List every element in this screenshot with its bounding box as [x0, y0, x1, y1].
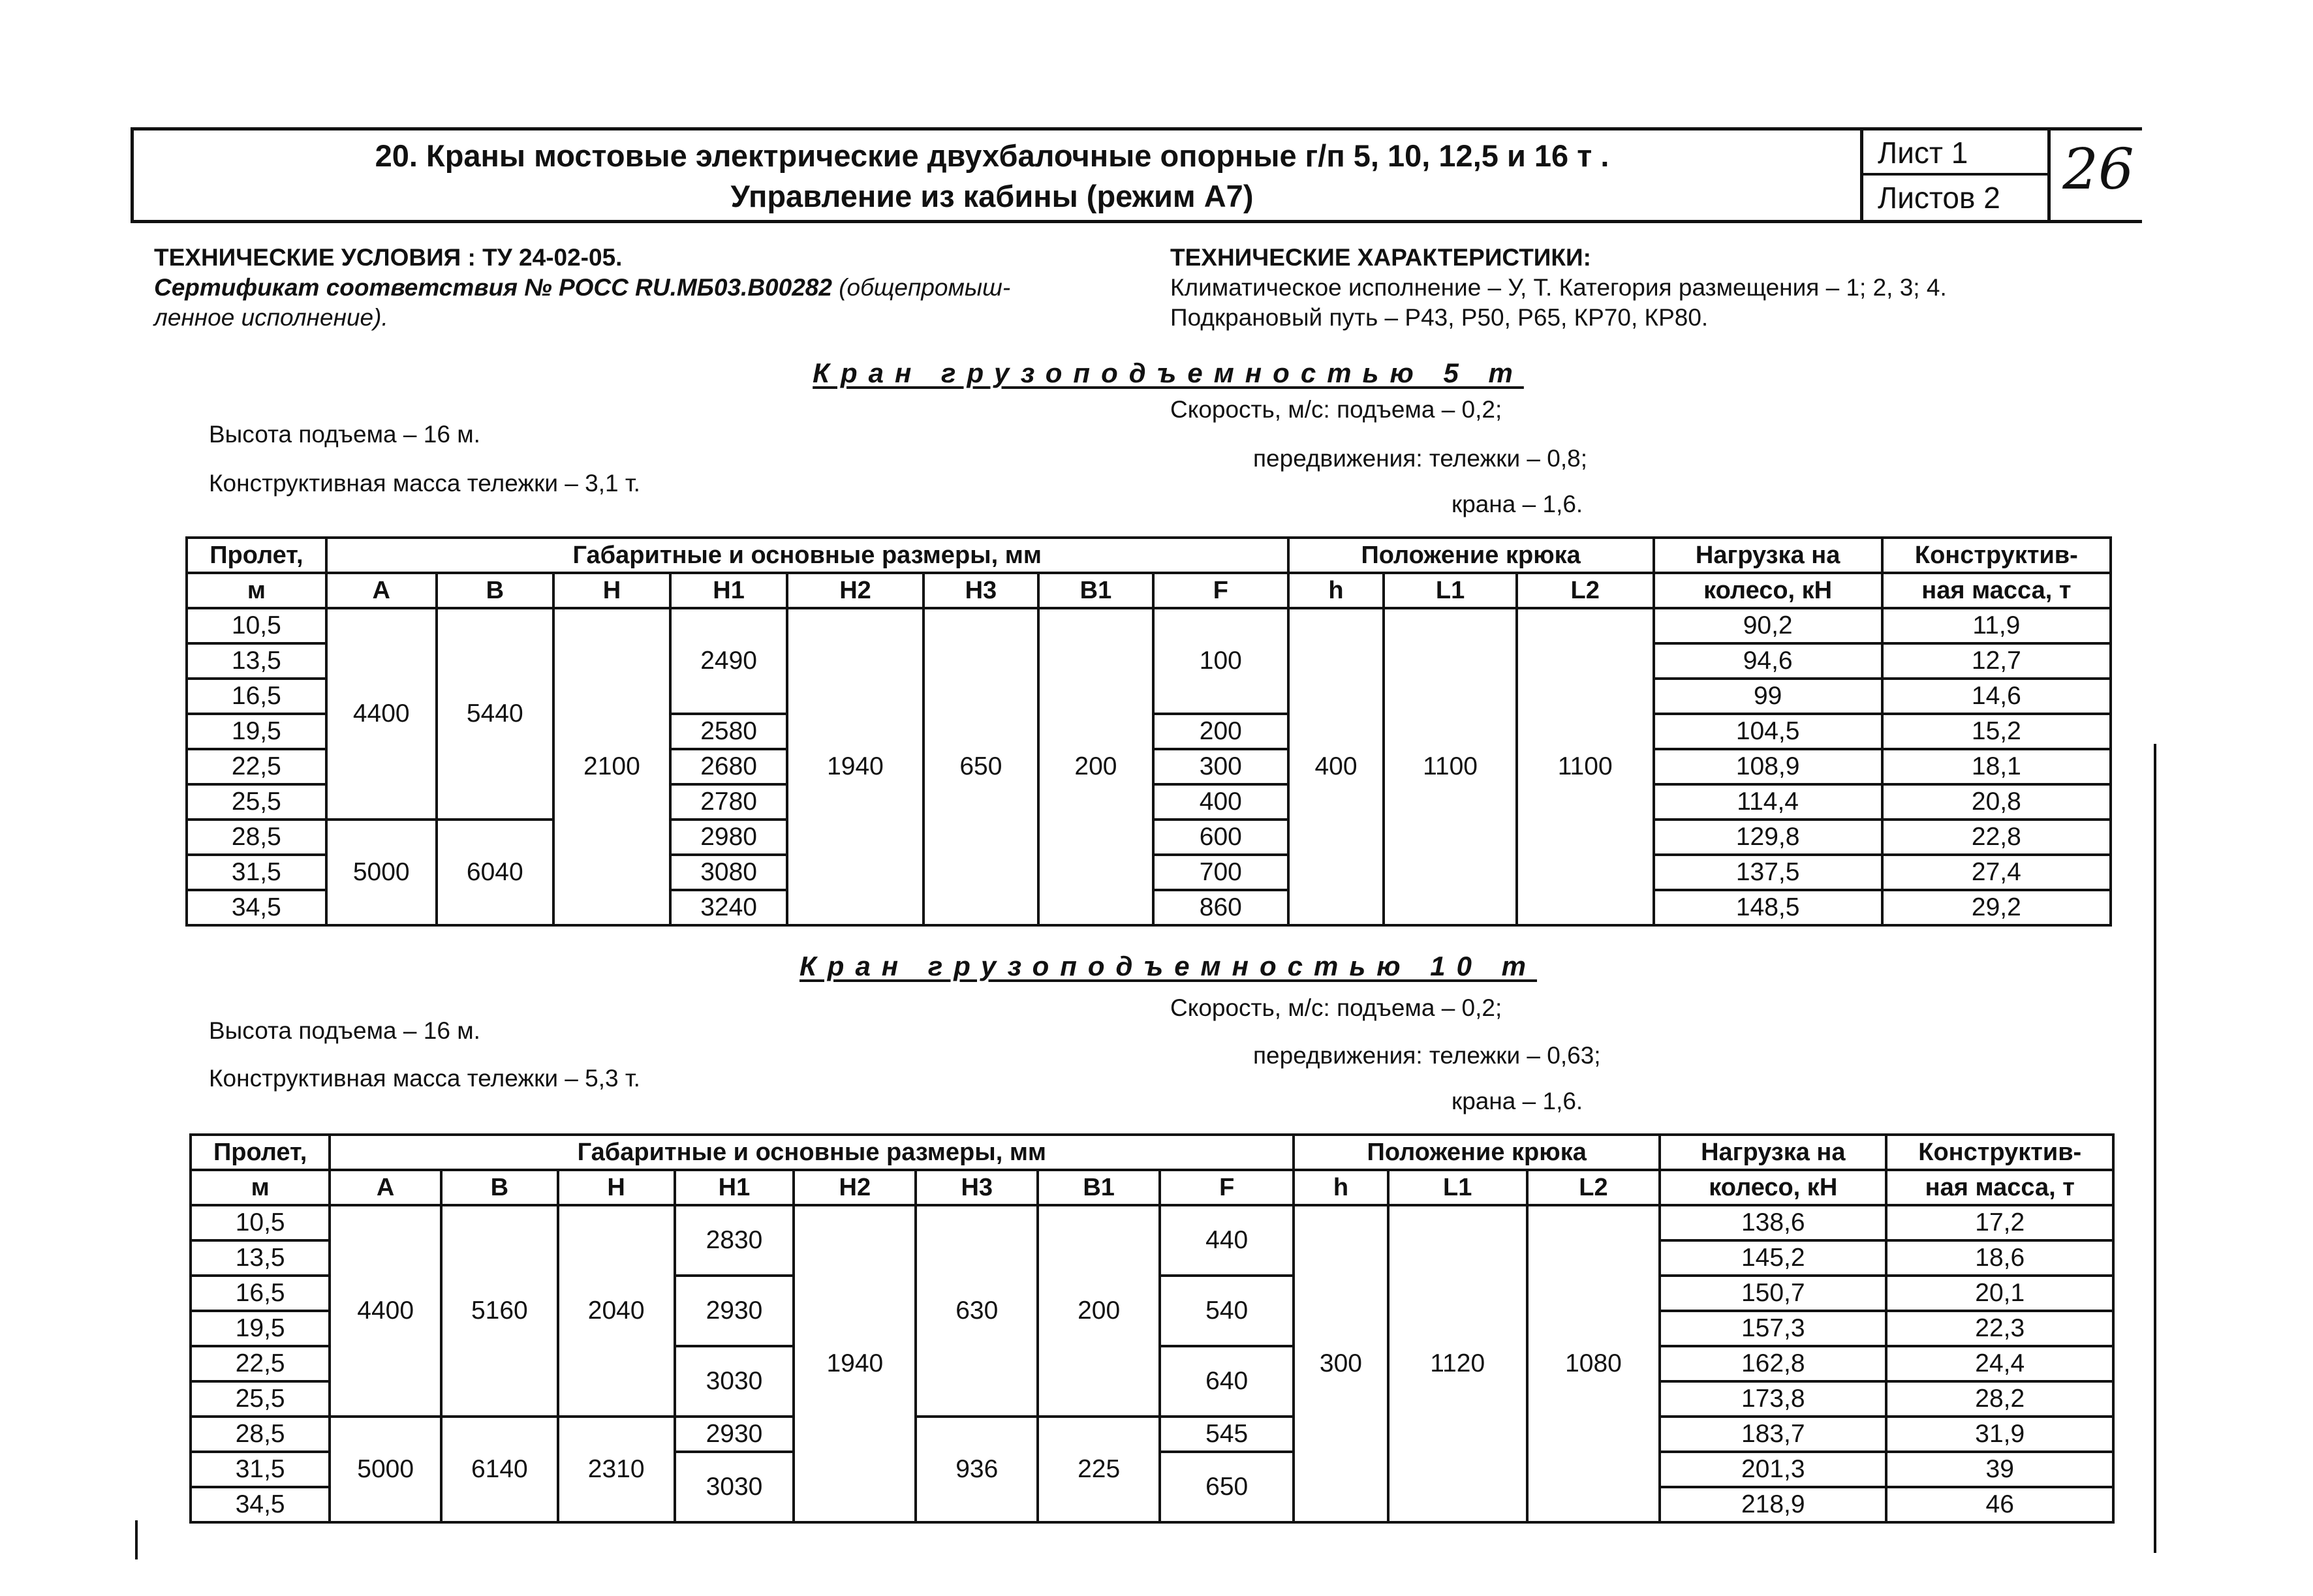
table-subheader-row	[187, 573, 2111, 608]
crane-10t-table	[189, 1133, 2115, 1524]
table-header-row	[191, 1135, 2113, 1170]
col-h3: H3	[916, 1170, 1038, 1205]
table-header-row	[187, 538, 2111, 573]
col-h2: H2	[794, 1170, 916, 1205]
crane-10t-trolley-mass: Конструктивная масса тележки – 5,3 т.	[209, 1065, 640, 1092]
span-unit: м	[187, 573, 326, 608]
hook-header: Положение крюка	[1288, 538, 1654, 573]
table-subheader-row	[191, 1170, 2113, 1205]
col-h: H	[553, 573, 670, 608]
mass-unit: ная масса, т	[1886, 1170, 2113, 1205]
load-unit: колесо, кН	[1660, 1170, 1886, 1205]
table-row: 28,5 5000 6040 2980 600 129,8 22,8	[187, 820, 2111, 855]
col-f: F	[1160, 1170, 1294, 1205]
table-row: 19,5 157,3 22,3	[191, 1311, 2113, 1346]
col-f: F	[1153, 573, 1288, 608]
crane-5t-speed-move: передвижения: тележки – 0,8;	[1253, 445, 1587, 472]
climate-line: Климатическое исполнение – У, Т. Категория размещения – 1; 2, 3; 4.	[1170, 274, 1947, 301]
col-a: A	[326, 573, 437, 608]
col-h: H	[558, 1170, 675, 1205]
mass-header: Конструктив-	[1886, 1135, 2113, 1170]
scan-line-left	[135, 1520, 138, 1559]
technical-conditions	[154, 243, 1010, 333]
table-row: 25,5 173,8 28,2	[191, 1381, 2113, 1417]
crane-10t-speed-crane: крана – 1,6.	[1451, 1088, 1583, 1114]
scan-line-right	[2154, 744, 2156, 1553]
mass-header: Конструктив-	[1882, 538, 2111, 573]
table-row: 19,5 2580 200 104,5 15,2	[187, 714, 2111, 749]
crane-10t-heading: Кран грузоподъемностью 10 т	[799, 951, 1538, 981]
col-b: B	[441, 1170, 558, 1205]
col-l2: L2	[1517, 573, 1654, 608]
crane-5t-heading: Кран грузоподъемностью 5 т	[813, 358, 1524, 388]
crane-10t-lift-height: Высота подъема – 16 м.	[209, 1017, 480, 1044]
col-l1: L1	[1384, 573, 1517, 608]
title-block	[131, 127, 2142, 223]
col-h3: H3	[924, 573, 1038, 608]
document-title: 20. Краны мостовые электрические двухбалочные опорные г/п 5, 10, 12,5 и 16 т . Управление из кабины (режим А7)	[375, 138, 1609, 213]
characteristics-title: ТЕХНИЧЕСКИЕ ХАРАКТЕРИСТИКИ:	[1170, 244, 1591, 271]
load-unit: колесо, кН	[1654, 573, 1882, 608]
hook-header: Положение крюка	[1294, 1135, 1660, 1170]
col-b: B	[437, 573, 553, 608]
table-row: 25,5 2780 400 114,4 20,8	[187, 784, 2111, 820]
col-l1: L1	[1388, 1170, 1527, 1205]
table-row: 13,5 94,6 12,7	[187, 643, 2111, 679]
crane-10t-speed: Скорость, м/с: подъема – 0,2;	[1170, 994, 1502, 1021]
col-a: A	[330, 1170, 441, 1205]
crane-10t-speed-move: передвижения: тележки – 0,63;	[1253, 1042, 1601, 1069]
table-row: 34,5 3240 860 148,5 29,2	[187, 890, 2111, 925]
crane-5t-table	[185, 536, 2112, 927]
conditions-title: ТЕХНИЧЕСКИЕ УСЛОВИЯ : ТУ 24-02-05.	[154, 244, 623, 271]
sheets-total-label: Листов 2	[1878, 180, 2000, 215]
certificate-line: Сертификат соответствия № РОСС RU.МБ03.В00282 (общепромыш-	[154, 274, 1011, 301]
table-row: 28,5 5000 6140 2310 2930 936 225 545 183,7 31,9	[191, 1417, 2113, 1452]
page-number: 26	[2062, 137, 2134, 202]
certificate-line-2: ленное исполнение).	[154, 304, 388, 331]
col-hook-h: h	[1294, 1170, 1388, 1205]
span-unit: м	[191, 1170, 330, 1205]
table-row: 22,5 2680 300 108,9 18,1	[187, 749, 2111, 784]
crane-5t-lift-height: Высота подъема – 16 м.	[209, 421, 480, 448]
table-row: 31,5 3030 650 201,3 39	[191, 1452, 2113, 1487]
table-row: 10,5 4400 5160 2040 2830 1940 630 200 440 300 1120 1080 138,6 17,2	[191, 1205, 2113, 1240]
dims-header: Габаритные и основные размеры, мм	[326, 538, 1288, 573]
mass-unit: ная масса, т	[1882, 573, 2111, 608]
col-h2: H2	[787, 573, 924, 608]
load-header: Нагрузка на	[1654, 538, 1882, 573]
load-header: Нагрузка на	[1660, 1135, 1886, 1170]
span-header: Пролет,	[187, 538, 326, 573]
table-row: 16,5 99 14,6	[187, 679, 2111, 714]
table-row: 13,5 145,2 18,6	[191, 1240, 2113, 1276]
crane-5t-speed: Скорость, м/с: подъема – 0,2;	[1170, 396, 1502, 423]
dims-header: Габаритные и основные размеры, мм	[330, 1135, 1294, 1170]
col-b1: B1	[1038, 1170, 1160, 1205]
col-b1: B1	[1038, 573, 1153, 608]
sheet-info-box	[1860, 127, 2051, 223]
col-hook-h: h	[1288, 573, 1384, 608]
rail-line: Подкрановый путь – Р43, Р50, Р65, КР70, КР80.	[1170, 304, 1709, 331]
technical-characteristics	[1170, 243, 1947, 333]
table-row: 31,5 3080 700 137,5 27,4	[187, 855, 2111, 890]
span-header: Пролет,	[191, 1135, 330, 1170]
crane-5t-trolley-mass: Конструктивная масса тележки – 3,1 т.	[209, 470, 640, 497]
sheet-number-label: Лист 1	[1863, 130, 2047, 176]
col-h1: H1	[670, 573, 787, 608]
table-row: 10,5 4400 5440 2100 2490 1940 650 200 100 400 1100 1100 90,2 11,9	[187, 608, 2111, 643]
col-h1: H1	[675, 1170, 794, 1205]
table-row: 22,5 3030 640 162,8 24,4	[191, 1346, 2113, 1381]
crane-5t-speed-crane: крана – 1,6.	[1451, 491, 1583, 517]
col-l2: L2	[1527, 1170, 1660, 1205]
table-row: 34,5 218,9 46	[191, 1487, 2113, 1522]
table-row: 16,5 2930 540 150,7 20,1	[191, 1276, 2113, 1311]
